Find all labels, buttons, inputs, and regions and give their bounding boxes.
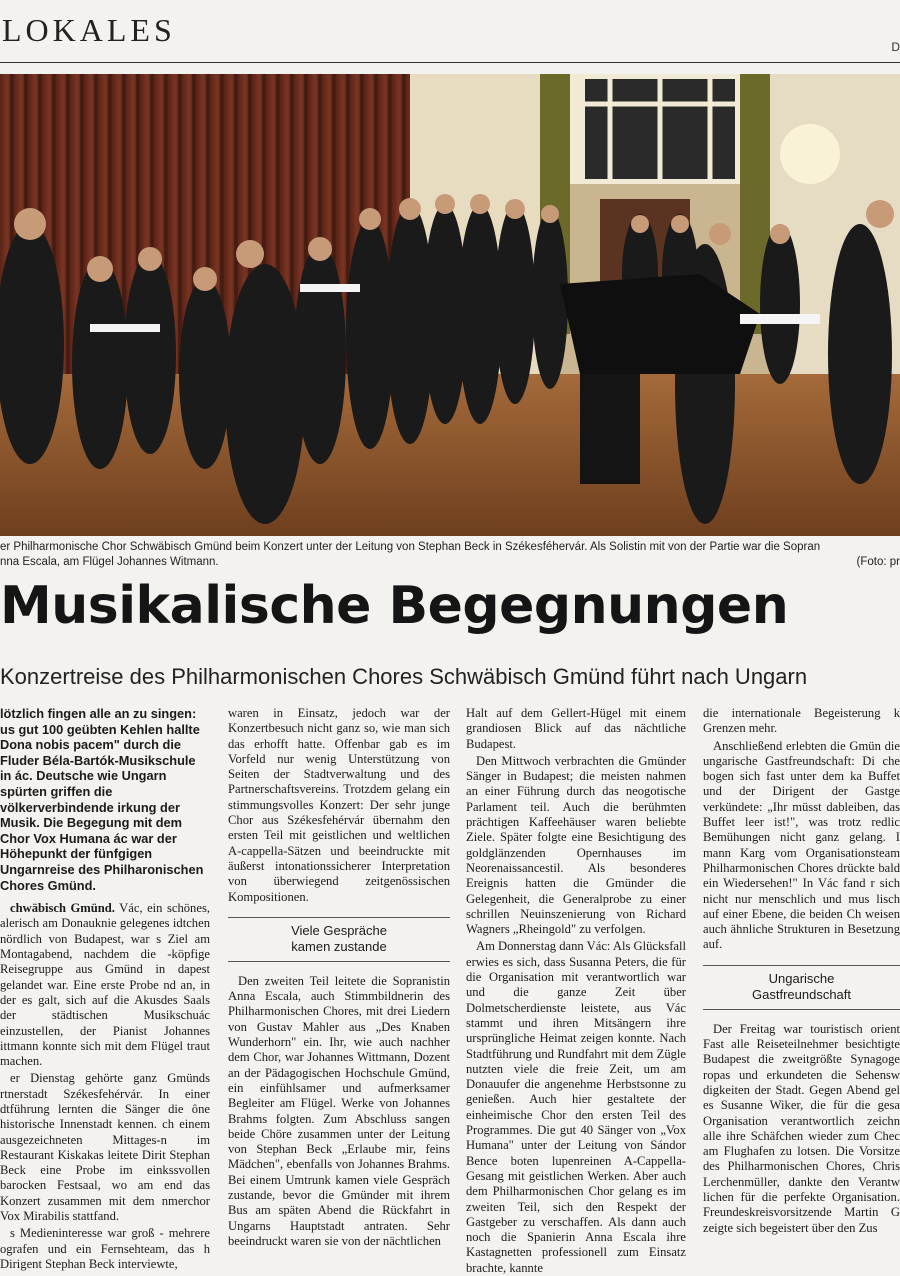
caption-line-1: er Philharmonische Chor Schwäbisch Gmünd beim Konzert unter der Leitung von Stephan Beck in Székesféhervár. Als Solistin mit von der Partie war die Sopran (0, 541, 821, 553)
paragraph: Halt auf dem Gellert-Hügel mit einem grandiosen Blick auf das nächtliche Budapest. (466, 706, 686, 751)
article-column-4 (703, 706, 900, 1235)
subheading-line-2: Gastfreundschaft (752, 986, 851, 1002)
paragraph: Der Freitag war touristisch orient Fast alle Reiseteilnehmer besichtigte Budapest die zweitgrößte Synagoge ropas und erkundeten die Sehensw digkeiten der Stadt. Gegen Abend gel es Susanne Wiker, die für die gesa Organisation verantwortlich zeichn alle ihre Schäfchen wieder zum Chec am Flughafen zu lotsen. Die Vorsitze des Philharmonischen Chores, Chris Lerchenmüller, dankte den Verantw lichen für die perfekte Organisation. Freundeskreisvorsitzende Martin G zeigte sich begeistert über den Zus (703, 1021, 900, 1235)
paragraph (0, 901, 210, 1069)
photo-caption (0, 540, 900, 570)
subheading-line-1: Viele Gespräche (291, 922, 387, 938)
page-marker: D (891, 40, 900, 54)
concert-photo (0, 74, 900, 536)
concert-photo-icon (0, 74, 900, 536)
paragraph: Anschließend erlebten die Gmün die ungarische Gastfreundschaft: Di che bogen sich fast unter dem ka Buffet und der Dirigent der Gastge verkündete: „Ihr müsst dableiben, das Buffet leer ist!", was trotz redlic Bemühungen nicht ganz gelang. I mann Karg vom Organisationsteam Philharmonischen Chores drückte bald ein Wiedersehen!" In Vác fand r sich nicht nur menschlich und mus lisch auf einer Ebene, die beiden Ch weisen auch ähnliche Strukturen in Besetzung auf. (703, 738, 900, 952)
paragraph: Am Donnerstag dann Vác: Als Glücksfall erwies es sich, dass Susanna Peters, die für die Organisation mit verantwortlich war und die ganze Zeit über Dolmetscherdienste leistete, aus Vác stammt und ihren Mitsängern ihre ursprüngliche Heimat zeigen konnte. Nach Stadtführung und Rundfahrt mit dem Zügle nutzten viele die freie Zeit, um am Donauufer die angenehme Herbstsonne zu genießen. Auch hier gestaltete der einheimische Chor den ersten Teil des Programmes. Die gut 40 Sänger von „Vox Humana" unter der Leitung von Sándor Bence boten lupenreinen A-Cappella-Gesang mit geistlichen Werken. Aber auch dem Philharmonischen Chor gelang es im zweiten Teil, sich den Respekt der Gastgeber zu verschaffen. Als dann auch noch die Spanierin Anna Escala ihre Kastagnetten professionell zum Einsatz brachte, kannte (466, 939, 686, 1275)
subheading (228, 917, 450, 962)
article-column-3 (466, 706, 686, 1275)
subheading-line-1: Ungarische (768, 970, 835, 986)
caption-line-2: nna Escala, am Flügel Johannes Witmann. (0, 556, 219, 568)
photo-credit: (Foto: pr (856, 556, 900, 568)
subheading (703, 965, 900, 1010)
article-column-1 (0, 706, 210, 1271)
paragraph: waren in Einsatz, jedoch war der Konzertbesuch nicht ganz so, wie man sich das erhofft hatte. Offenbar gab es im Vorfeld nur wenig Unterstützung von Seiten der Stadtverwaltung und des Partnerschaftsvereins. Trotzdem gelang ein stimmungsvolles Konzert: Der sehr junge Chor aus Székesfehérvár übernahm den ersten Teil mit geistlichen und weltlichen A-cappella-Sätzen und beeindruckte mit äußerst intonationssicherer Interpretation von überwiegend zeitgenössischen Kompositionen. (228, 706, 450, 904)
article-headline: Musikalische Begegnungen (0, 576, 789, 636)
article-subheadline: Konzertreise des Philharmonischen Chores Schwäbisch Gmünd führt nach Ungarn (0, 664, 808, 689)
paragraph: die internationale Begeisterung k Grenzen mehr. (703, 706, 900, 736)
subheading-line-2: kamen zustande (291, 938, 387, 954)
article-lead: lötzlich fingen alle an zu singen: us gut 100 geübten Kehlen hallte Dona nobis pacem" durch die Fluder Béla-Bartók-Musikschule in ác. Deutsche wie Ungarn spürten griffen die völkerverbindende irkung der Musik. Die Begegung mit dem Chor Vox Humana ác war der Höhepunkt der fünfgigen Ungarnreise des Philharonischen Chores Gmünd. (0, 706, 204, 893)
section-title: LOKALES (2, 12, 176, 48)
paragraph-text: Vác, ein schönes, alerisch am Donauknie gelegenes idtchen nördlich von Budapest, war s Ziel am Montagabend, nachdem die -köpfige Reisegruppe aus Gmünd in dapest gelandet war. Eine erste Probe nd an, in der es galt, sich auf die Akusdes Saals der städtischen Musikschuác einzustellen, der Pianist Johannes ittmann konnte sich mit dem Flügel traut machen. (0, 901, 210, 1069)
section-header (0, 0, 900, 63)
paragraph: s Medieninteresse war groß - mehrere ografen und ein Fernsehteam, das h Dirigent Stephan Beck interviewte, (0, 1226, 210, 1271)
paragraph: Den Mittwoch verbrachten die Gmünder Sänger in Budapest; die meisten nahmen an einer Führung durch das neogotische Parlament teil. Auch die berühmten prächtigen Kaffeehäuser waren beliebte Ziele. Später folgte eine Besichtigung des goldglänzenden Opernhauses im Neorenaissancestil. Als besonderes Ereignis hatten die Gmünder die Gelegenheit, die Generalprobe zu einer schrillen Neuinszenierung von Richard Wagners „Rheingold" zu verfolgen. (466, 753, 686, 937)
dateline: chwäbisch Gmünd. (10, 901, 115, 916)
paragraph: Den zweiten Teil leitete die Sopranistin Anna Escala, auch Stimmbildnerin des Philharmonischen Chores, mit drei Liedern von Gustav Mahler aus „Des Knaben Wunderhorn" ein. Ihr, wie auch nachher dem Chor, war Johannes Wittmann, Dozent an der Pädagogischen Hochschule Gmünd, ein einfühlsamer und aufmerksamer Begleiter am Flügel. Werke von Johannes Brahms folgten. Zum Abschluss sangen beide Chöre zusammen unter der Leitung von Stephan Beck „Erlaube mir, feins Mädchen", ebenfalls von Johannes Brahms. Bei einem Umtrunk kamen viele Gespräch zustande, bevor die Gmünder mit ihrem Bus am späten Abend die Rückfahrt in Ungarns Hauptstadt antraten. Sehr beeindruckt waren sie von der nächtlichen (228, 973, 450, 1248)
paragraph: er Dienstag gehörte ganz Gmünds rtnerstadt Székesfehérvár. In einer dtführung lernten die Sänger die ône historische Innenstadt kennen. ch einem ausgezeichneten Mittages-n im Restaurant Kiskakas leitete Dirit Stephan Beck eine Probe im einkssvollen barocken Festsaal, wo am end das Konzert zusammen mit dem nmerchor Vox Mirabilis stattfand. (0, 1071, 210, 1224)
article-column-2 (228, 706, 450, 1248)
